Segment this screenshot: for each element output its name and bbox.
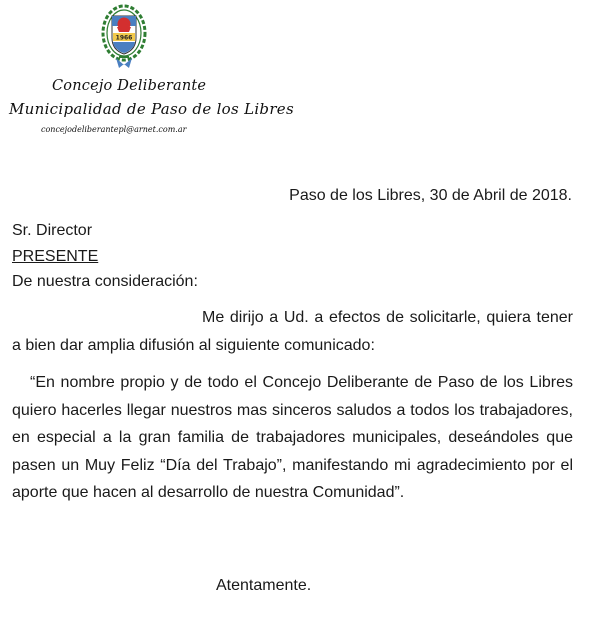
date-line: Paso de los Libres, 30 de Abril de 2018.	[289, 187, 572, 204]
salutation-line: De nuestra consideración:	[12, 273, 198, 290]
request-paragraph: Me dirijo a Ud. a efectos de solicitarle, quiera tener a bien dar amplia difusión al siguiente comunicado:	[12, 309, 573, 354]
seal-year: 1966	[115, 34, 133, 42]
presente-heading: PRESENTE	[12, 248, 99, 265]
recipient-line: Sr. Director	[12, 222, 93, 239]
letterhead	[0, 0, 294, 140]
closing-line: Atentamente.	[216, 577, 312, 594]
municipal-seal-icon	[99, 2, 149, 72]
message-paragraph: “En nombre propio y de todo el Concejo Deliberante de Paso de los Libres quiero hacerles llegar nuestros mas sinceros saludos a todos los trabajadores, en especial a la gran familia de trabajadores municipales, deseándoles que pasen un Muy Feliz “Día del Trabajo”, manifestando mi agradecimiento por el aporte que hacen al desarrollo de nuestra Comunidad”.	[12, 374, 573, 501]
letterhead-org-name: Concejo Deliberante	[52, 78, 207, 94]
letterhead-municipality: Municipalidad de Paso de los Libres	[9, 100, 294, 118]
letterhead-email: concejodeliberantepl@arnet.com.ar	[41, 125, 187, 134]
